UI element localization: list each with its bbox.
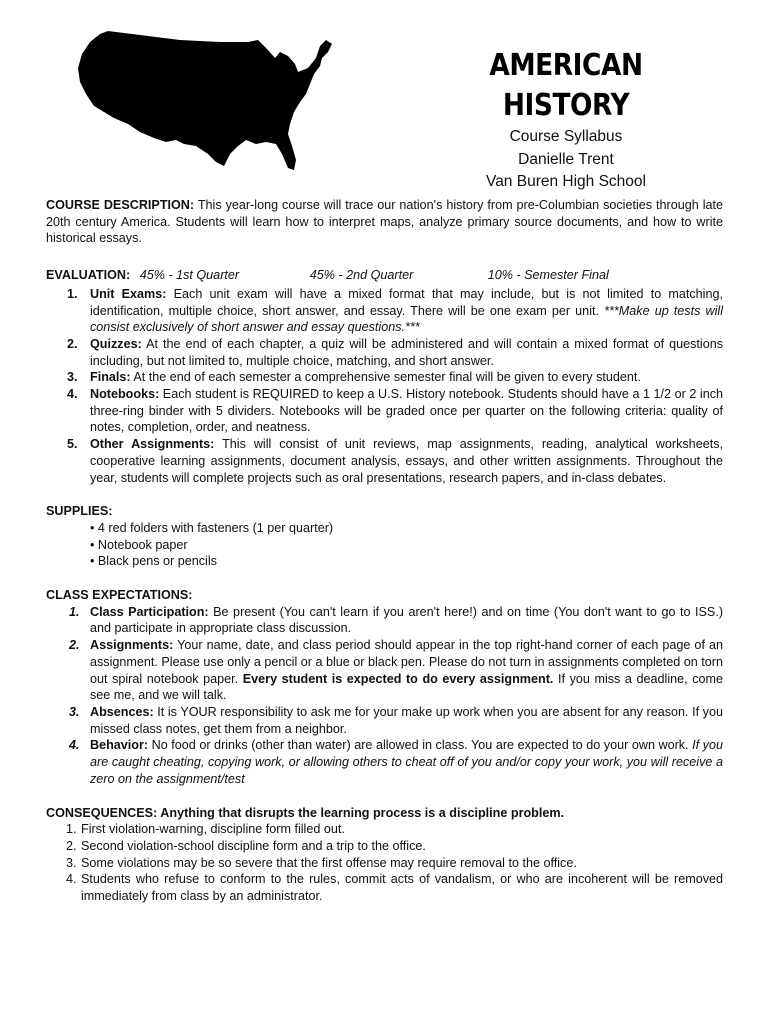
evaluation-label: EVALUATION: [46,268,131,283]
evaluation-section [46,267,723,486]
list-item: 4. Behavior: No food or drinks (other than water) are allowed in class. You are expected to do your own work. If you are caught cheating, copying work, or allowing others to cheat off of you and/or copy your work, you will receive a zero on the assignment/test [69,738,723,786]
evaluation-q2: 45% - 2nd Quarter [309,268,414,283]
header [420,46,712,194]
expectations-section [46,587,723,787]
list-item: 2. Second violation-school discipline form and a trip to the office. [66,838,426,853]
supplies-label: SUPPLIES: [46,504,113,519]
consequences-list [46,821,723,905]
usa-map-icon [70,28,340,178]
list-item: 3. Finals: At the end of each semester a comprehensive semester final will be given to every student. [67,370,641,385]
teacher-name: Danielle Trent [518,150,614,168]
evaluation-header [46,267,723,284]
page-title: AMERICAN HISTORY [489,48,643,123]
course-description-text: This year-long course will trace our nation's history from pre-Columbian societies through late 20th century America. Students will learn how to interpret maps, analyze primary source documents, and how to write historical essays. [46,198,724,246]
subtitle: Course Syllabus [509,128,623,145]
consequences-label: CONSEQUENCES: Anything that disrupts the learning process is a discipline problem. [46,805,565,820]
list-item: 3. Some violations may be so severe that the first offense may require removal to the office. [66,855,577,870]
list-item: 4. Notebooks: Each student is REQUIRED to keep a U.S. History notebook. Students should have a 1 1/2 or 2 inch three-ring binder with 5 dividers. Notebooks will be graded once per quarter on the following criteria: quality of notes, completion, order, and neatness. [67,387,723,435]
evaluation-final: 10% - Semester Final [487,268,609,283]
course-description-label: COURSE DESCRIPTION: [46,198,195,212]
evaluation-list [46,286,723,486]
evaluation-q1: 45% - 1st Quarter [139,268,240,283]
list-item: 1. First violation-warning, discipline form filled out. [66,822,345,837]
list-item: • Black pens or pencils [90,554,217,569]
consequences-section [46,805,723,905]
list-item: 1. Unit Exams: Each unit exam will have a mixed format that may include, but is not limited to matching, identification, multiple choice, short answer, and essay. There will be one exam per unit. ***Make up tests will consist exclusively of short answer and essay questions.*** [67,286,723,335]
school-name: Van Buren High School [486,173,646,190]
supplies-list [46,520,723,570]
list-item: • 4 red folders with fasteners (1 per quarter) [90,520,334,535]
expectations-list [46,604,723,788]
list-item: • Notebook paper [90,537,188,552]
list-item: 2. Assignments: Your name, date, and class period should appear in the top right-hand corner of each page of an assignment. Please use only a pencil or a blue or black pen. Please do not turn in assignments completed on torn out spiral notebook paper. Every student is expected to do every assignment. If you miss a deadline, come see me, and we will talk. [69,638,723,703]
syllabus-body [46,197,723,905]
list-item: 4. Students who refuse to conform to the rules, commit acts of vandalism, or who are incoherent will be removed immediately from class by an administrator. [66,872,723,904]
supplies-section [46,503,723,570]
expectations-label: CLASS EXPECTATIONS: [46,588,193,603]
list-item: 3. Absences: It is YOUR responsibility to ask me for your make up work when you are absent for any reason. If you missed class notes, get them from a neighbor. [69,704,723,736]
list-item: 5. Other Assignments: This will consist of unit reviews, map assignments, reading, analytical worksheets, cooperative learning assignments, document analysis, essays, and other written assignments. Throughout the year, students will complete projects such as oral presentations, research papers, and in-class debates. [67,437,723,485]
list-item: 2. Quizzes: At the end of each chapter, a quiz will be administered and will contain a mixed format of questions including, but not limited to, multiple choice, matching, and short answer. [67,336,723,368]
list-item: 1. Class Participation: Be present (You can't learn if you aren't here!) and on time (You don't want to go to ISS.) and participate in appropriate class discussion. [69,604,724,636]
course-description [46,197,723,247]
